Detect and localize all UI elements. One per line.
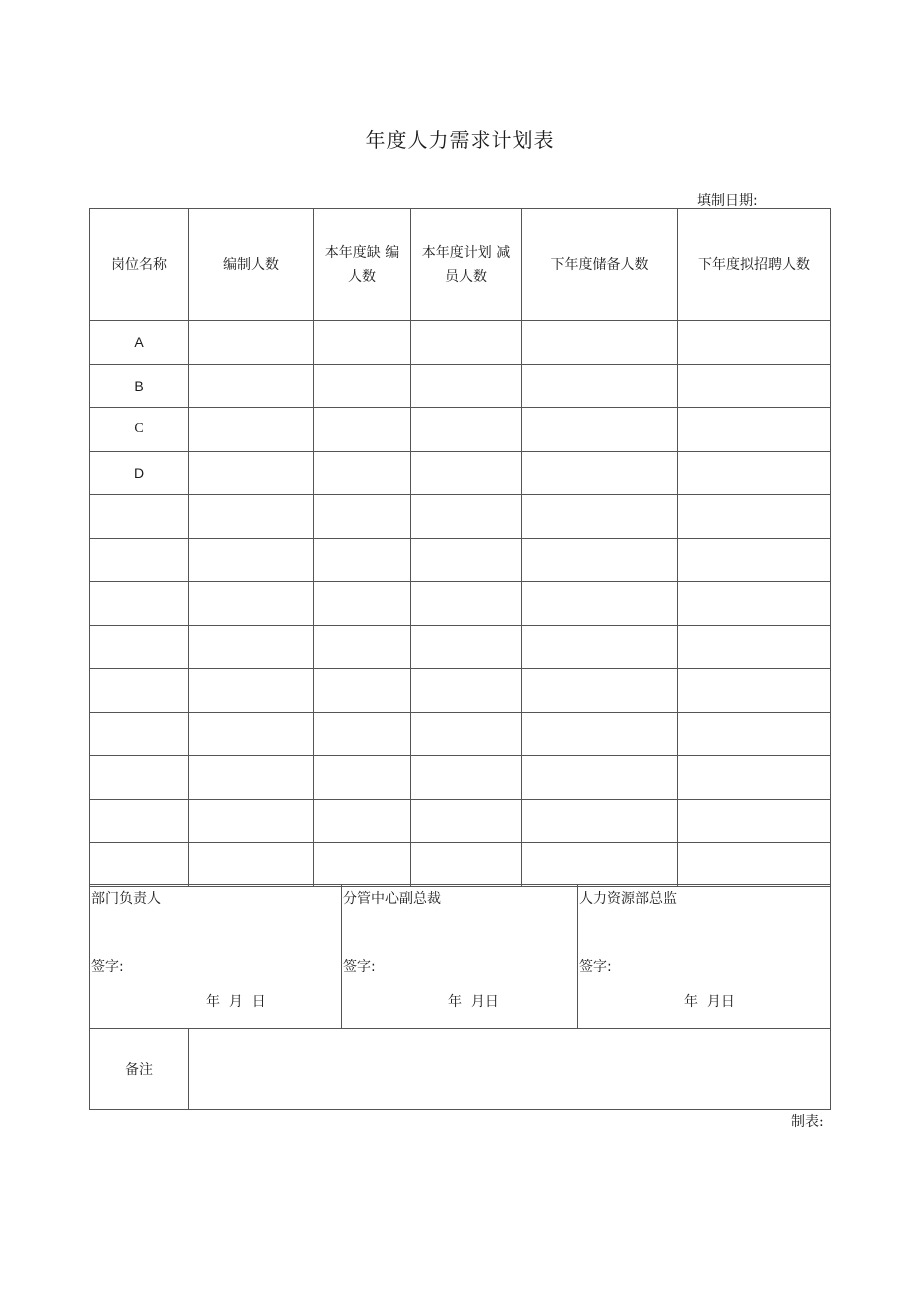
table-cell[interactable] — [411, 451, 522, 495]
signature-label: 签字: — [91, 959, 124, 975]
table-cell[interactable] — [189, 408, 314, 452]
table-row — [90, 843, 831, 887]
row-position-label — [90, 843, 189, 887]
row-position-label — [90, 669, 189, 713]
header-reserve-count: 下年度储备人数 — [522, 209, 678, 321]
table-cell[interactable] — [189, 669, 314, 713]
header-position-name: 岗位名称 — [90, 209, 189, 321]
table-cell[interactable] — [189, 756, 314, 800]
table-cell[interactable] — [522, 756, 678, 800]
table-cell[interactable] — [411, 408, 522, 452]
row-position-label — [90, 538, 189, 582]
table-row — [90, 408, 831, 452]
table-cell[interactable] — [189, 712, 314, 756]
table-cell[interactable] — [314, 538, 411, 582]
row-position-label — [90, 799, 189, 843]
row-position-label: D — [90, 451, 189, 495]
row-position-label — [90, 495, 189, 539]
table-row — [90, 582, 831, 626]
table-cell[interactable] — [522, 451, 678, 495]
header-vacancy-count — [314, 209, 411, 321]
row-position-label — [90, 582, 189, 626]
table-cell[interactable] — [189, 582, 314, 626]
table-cell[interactable] — [678, 669, 831, 713]
table-cell[interactable] — [678, 756, 831, 800]
table-cell[interactable] — [522, 669, 678, 713]
table-cell[interactable] — [314, 364, 411, 408]
remark-label: 备注 — [90, 1029, 189, 1110]
header-reduction-line2: 员人数 — [445, 268, 487, 285]
row-position-label — [90, 756, 189, 800]
table-cell[interactable] — [678, 582, 831, 626]
table-cell[interactable] — [411, 843, 522, 887]
table-cell[interactable] — [189, 495, 314, 539]
table-cell[interactable] — [522, 408, 678, 452]
table-cell[interactable] — [411, 364, 522, 408]
table-cell[interactable] — [678, 364, 831, 408]
table-cell[interactable] — [314, 712, 411, 756]
table-cell[interactable] — [678, 799, 831, 843]
signature-table — [89, 884, 831, 1029]
row-position-label: B — [90, 364, 189, 408]
remark-field[interactable] — [189, 1029, 831, 1110]
table-cell[interactable] — [522, 712, 678, 756]
table-cell[interactable] — [411, 712, 522, 756]
signature-label: 签字: — [343, 959, 376, 975]
signature-label: 签字: — [579, 959, 612, 975]
table-row — [90, 321, 831, 365]
signature-date: 年 月日 — [684, 994, 735, 1010]
table-cell[interactable] — [522, 321, 678, 365]
table-row — [90, 799, 831, 843]
remark-table — [89, 1028, 831, 1110]
row-position-label — [90, 712, 189, 756]
table-cell[interactable] — [189, 321, 314, 365]
row-position-label: A — [90, 321, 189, 365]
table-cell[interactable] — [522, 582, 678, 626]
table-cell[interactable] — [522, 364, 678, 408]
table-cell[interactable] — [411, 799, 522, 843]
table-cell[interactable] — [314, 408, 411, 452]
table-cell[interactable] — [678, 625, 831, 669]
table-cell[interactable] — [411, 538, 522, 582]
signature-date: 年 月 日 — [206, 994, 266, 1010]
table-cell[interactable] — [522, 538, 678, 582]
table-cell[interactable] — [189, 538, 314, 582]
signature-date: 年 月日 — [448, 994, 499, 1010]
table-row — [90, 625, 831, 669]
table-cell[interactable] — [678, 408, 831, 452]
table-row — [90, 756, 831, 800]
table-row — [90, 669, 831, 713]
table-cell[interactable] — [189, 364, 314, 408]
table-row — [90, 495, 831, 539]
demand-table — [89, 208, 831, 887]
table-cell[interactable] — [314, 843, 411, 887]
table-cell[interactable] — [678, 451, 831, 495]
table-cell[interactable] — [314, 625, 411, 669]
table-cell[interactable] — [411, 625, 522, 669]
header-recruit-count: 下年度拟招聘人数 — [678, 209, 831, 321]
table-row — [90, 712, 831, 756]
table-header-row — [90, 209, 831, 321]
table-row — [90, 451, 831, 495]
table-cell[interactable] — [411, 669, 522, 713]
table-cell[interactable] — [314, 582, 411, 626]
table-cell[interactable] — [678, 495, 831, 539]
form-title: 年度人力需求计划表 — [365, 128, 555, 152]
row-position-label — [90, 625, 189, 669]
header-vacancy-line2: 人数 — [348, 268, 376, 285]
table-cell[interactable] — [411, 582, 522, 626]
signature-role: 部门负责人 — [91, 891, 161, 907]
table-cell[interactable] — [314, 321, 411, 365]
table-cell[interactable] — [678, 843, 831, 887]
table-cell[interactable] — [314, 799, 411, 843]
table-cell[interactable] — [189, 843, 314, 887]
table-cell[interactable] — [314, 756, 411, 800]
table-cell[interactable] — [314, 451, 411, 495]
table-cell[interactable] — [522, 799, 678, 843]
header-reduction-line1: 本年度计划 减 — [421, 244, 511, 261]
table-cell[interactable] — [314, 495, 411, 539]
signature-cell-dept-head[interactable] — [90, 885, 342, 1029]
table-cell[interactable] — [189, 625, 314, 669]
signature-cell-vice-president[interactable] — [342, 885, 578, 1029]
table-cell[interactable] — [411, 756, 522, 800]
row-position-label: C — [90, 408, 189, 452]
table-cell[interactable] — [411, 321, 522, 365]
table-cell[interactable] — [522, 495, 678, 539]
table-cell[interactable] — [189, 451, 314, 495]
table-row — [90, 364, 831, 408]
table-cell[interactable] — [678, 712, 831, 756]
table-cell[interactable] — [314, 669, 411, 713]
maker-label: 制表: — [791, 1114, 824, 1130]
table-cell[interactable] — [678, 538, 831, 582]
signature-role: 分管中心副总裁 — [343, 891, 441, 907]
header-reduction-count — [411, 209, 522, 321]
table-cell[interactable] — [522, 843, 678, 887]
fill-date-label: 填制日期: — [697, 193, 758, 209]
signature-role: 人力资源部总监 — [579, 891, 677, 907]
table-cell[interactable] — [678, 321, 831, 365]
table-cell[interactable] — [189, 799, 314, 843]
table-cell[interactable] — [411, 495, 522, 539]
table-cell[interactable] — [522, 625, 678, 669]
header-authorized-count: 编制人数 — [189, 209, 314, 321]
signature-cell-hr-director[interactable] — [578, 885, 831, 1029]
header-vacancy-line1: 本年度缺 编 — [324, 244, 400, 261]
table-row — [90, 538, 831, 582]
